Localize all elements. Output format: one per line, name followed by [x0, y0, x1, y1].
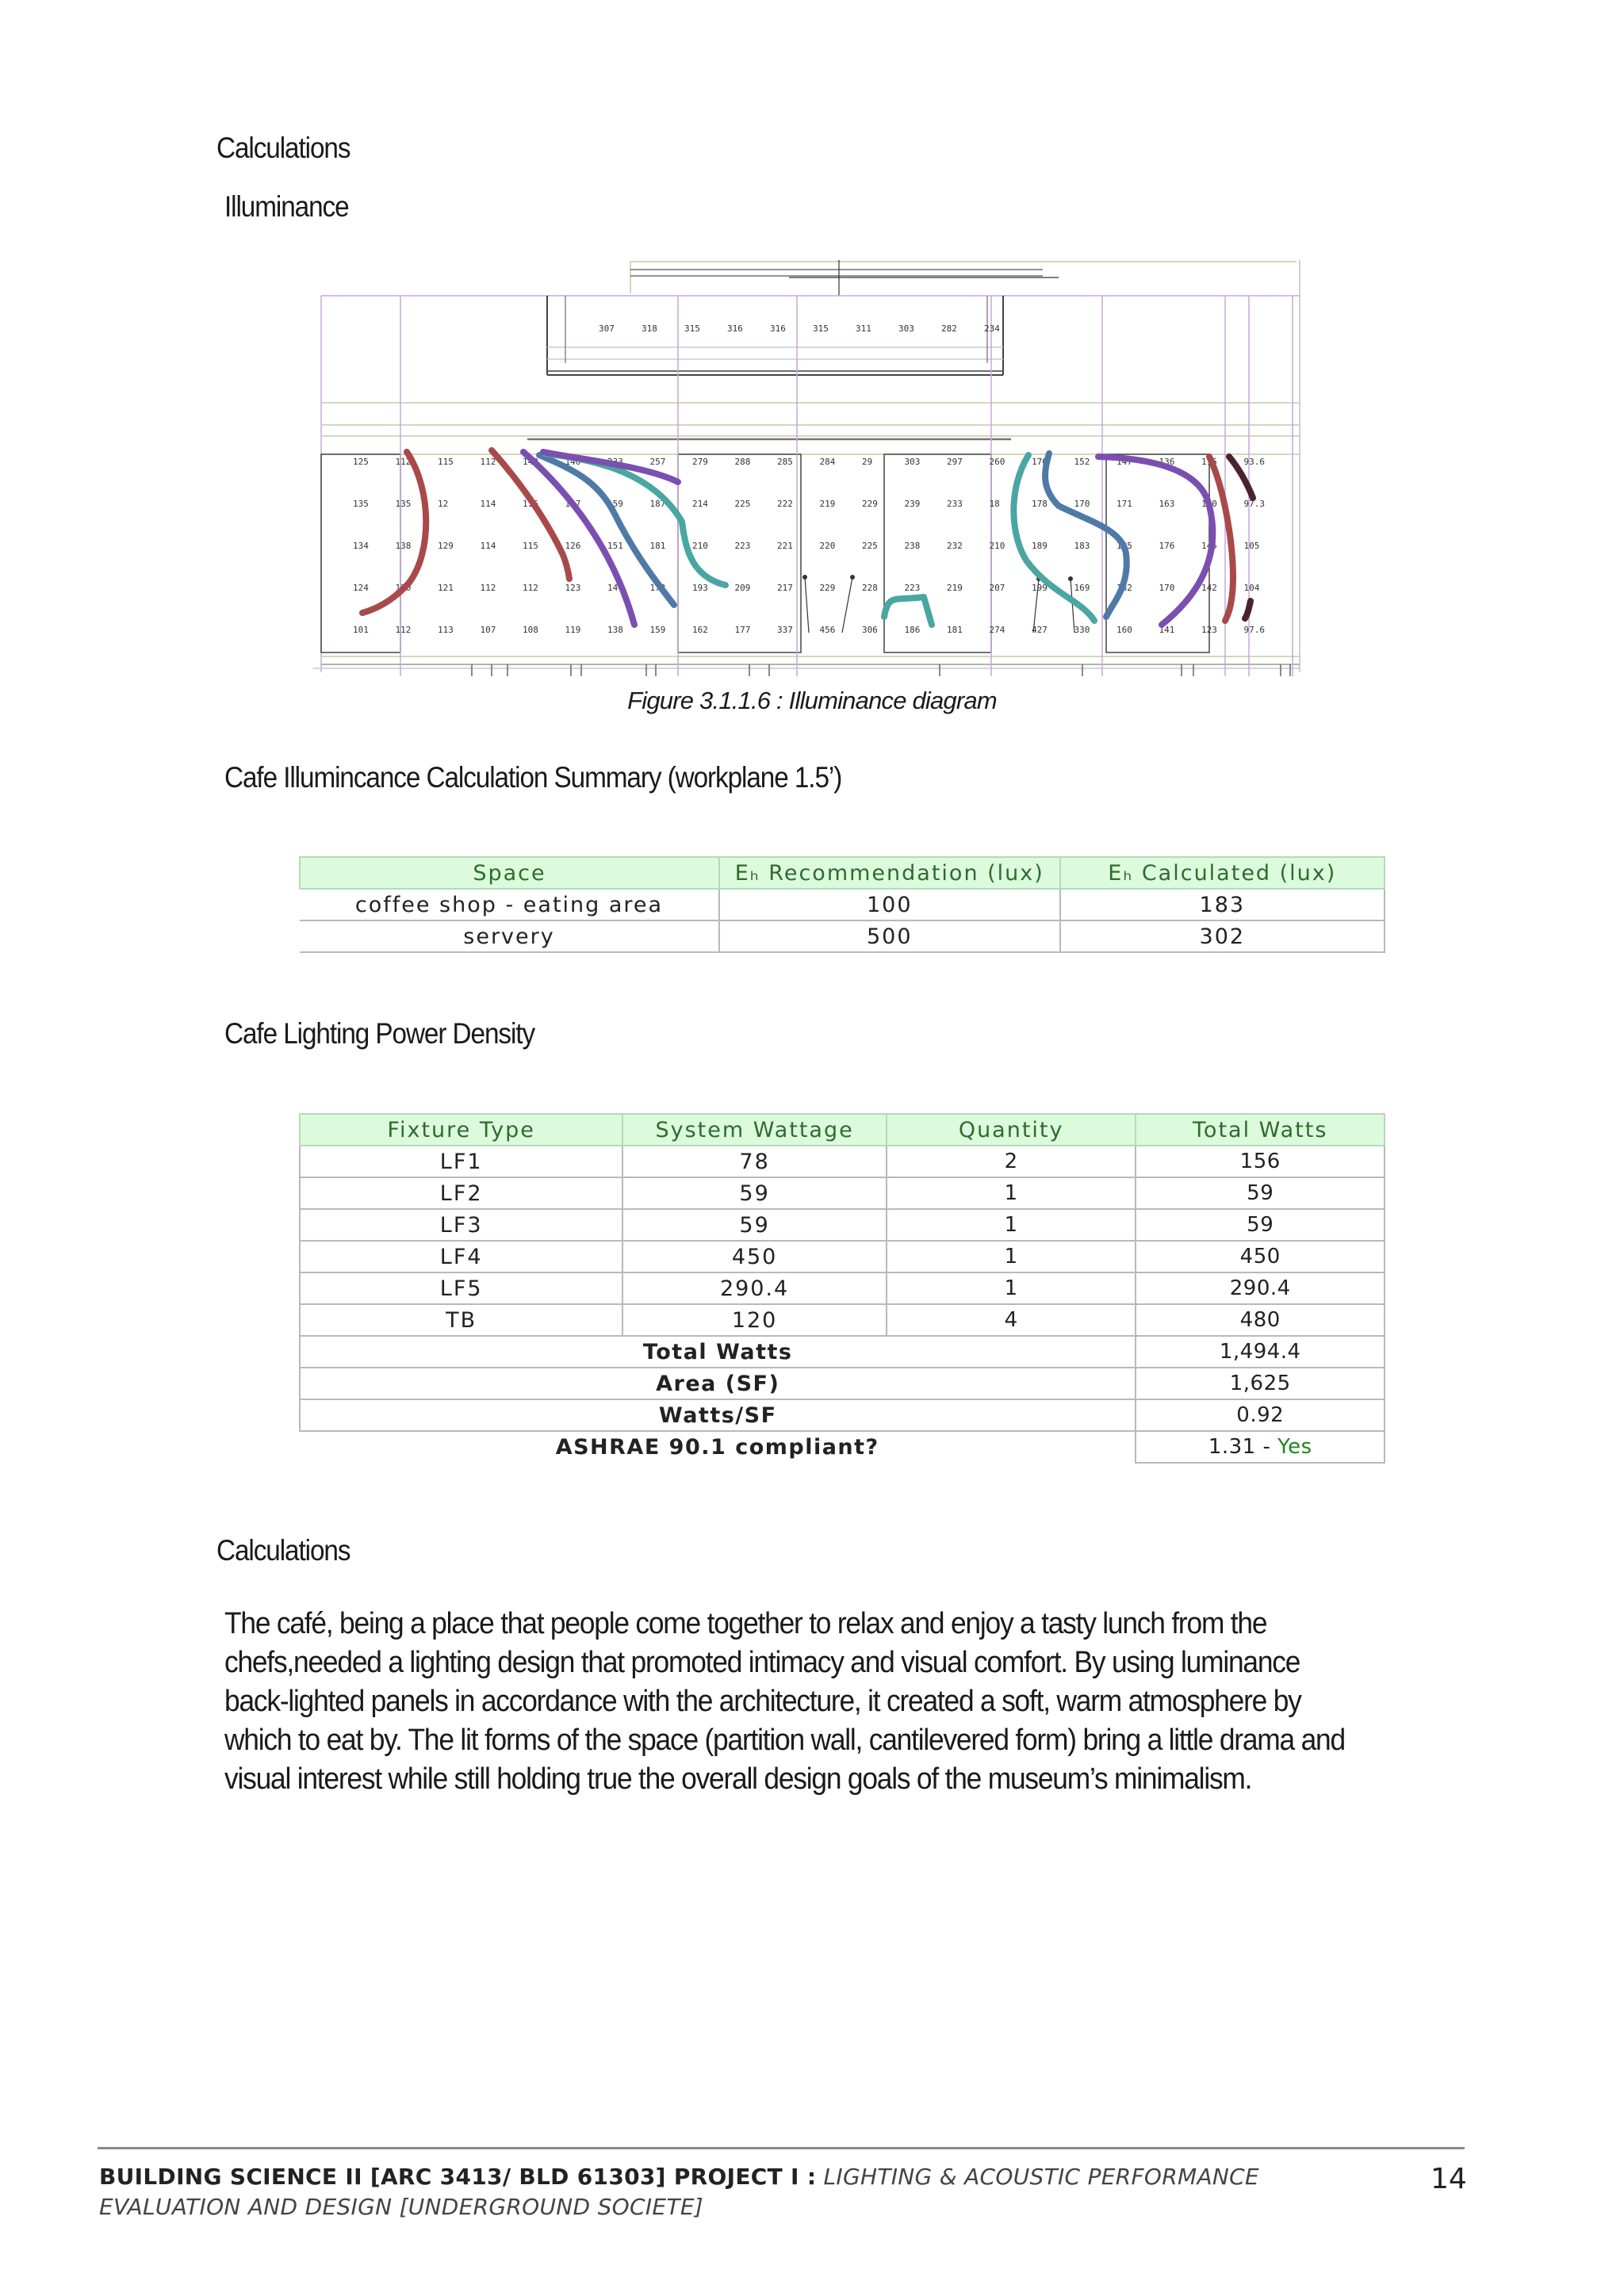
table-cell: 59: [622, 1209, 887, 1241]
grid-value-label: 209: [734, 583, 751, 593]
top-value-label: 318: [642, 323, 657, 334]
table-cell: 500: [719, 920, 1060, 952]
table-cell: 290.4: [1136, 1272, 1385, 1304]
grid-value-label: 107: [480, 625, 496, 635]
table-cell: TB: [300, 1304, 622, 1336]
grid-value-label: 119: [565, 625, 581, 635]
contour-line: [1013, 455, 1094, 621]
grid-value-label: 176: [1159, 541, 1175, 551]
grid-value-label: 141: [1159, 625, 1175, 635]
grid-value-label: 279: [692, 457, 708, 467]
grid-value-label: 193: [692, 583, 708, 593]
header-quantity: Quantity: [887, 1114, 1136, 1146]
grid-value-label: 113: [438, 625, 454, 635]
grid-value-label: 337: [777, 625, 793, 635]
table-cell: LF4: [300, 1241, 622, 1272]
grid-value-label: 97.3: [1243, 499, 1265, 509]
compliance-yes: Yes: [1277, 1435, 1312, 1459]
grid-value-label: 112: [395, 625, 412, 635]
figure-caption: Figure 3.1.1.6 : Illuminance diagram: [627, 687, 997, 714]
grid-line: [842, 577, 852, 633]
grid-value-label: 178: [1032, 499, 1048, 509]
table-header-row: [300, 857, 1385, 889]
grid-value-label: 181: [947, 625, 963, 635]
grid-value-label: 169: [1074, 583, 1090, 593]
footer-divider: [98, 2147, 1465, 2149]
grid-value-label: 97.6: [1243, 625, 1265, 635]
grid-value-label: 105: [1243, 541, 1260, 551]
table-outline: [884, 454, 991, 652]
table-row: [300, 1209, 1385, 1241]
grid-value-label: 182: [1116, 583, 1132, 593]
grid-value-label: 187: [649, 499, 666, 509]
table-cell: 59: [1136, 1209, 1385, 1241]
grid-value-label: 257: [649, 457, 666, 467]
grid-value-label: 104: [1243, 583, 1260, 593]
illuminance-summary-table: [299, 856, 1385, 953]
grid-value-label: 116: [523, 499, 538, 509]
grid-value-label: 115: [438, 457, 454, 467]
contour-line: [1245, 601, 1251, 618]
lpd-heading: Cafe Lighting Power Density: [224, 1017, 535, 1050]
table-cell: 1: [887, 1272, 1136, 1304]
grid-value-label: 284: [819, 457, 836, 467]
summary-value: 1,494.4: [1136, 1336, 1385, 1368]
grid-value-label: 112: [480, 583, 496, 593]
grid-value-label: 101: [353, 625, 369, 635]
table-cell: 290.4: [622, 1272, 887, 1304]
grid-value-label: 147: [1116, 457, 1132, 467]
summary-label: ASHRAE 90.1 compliant?: [555, 1435, 879, 1460]
contour-line: [884, 597, 932, 625]
grid-value-label: 260: [989, 457, 1005, 467]
header-total-watts: Total Watts: [1136, 1114, 1385, 1146]
top-value-label: 311: [856, 323, 871, 334]
grid-value-label: 220: [819, 541, 836, 551]
header-space: Space: [300, 857, 719, 889]
grid-value-label: 228: [862, 583, 878, 593]
grid-line: [805, 577, 809, 633]
lighting-power-density-table: [299, 1113, 1385, 1464]
grid-value-label: 210: [989, 541, 1005, 551]
grid-value-label: 126: [565, 541, 581, 551]
table-cell: 59: [622, 1177, 887, 1209]
table-row: [300, 1304, 1385, 1336]
header-calculated: Eₕ Calculated (lux): [1060, 857, 1385, 889]
footer-project: LIGHTING & ACOUSTIC PERFORMANCE EVALUATION AND DESIGN [UNDERGROUND SOCIETE]: [99, 2164, 1260, 2220]
header-recommendation: Eₕ Recommendation (lux): [719, 857, 1060, 889]
grid-value-label: 163: [1159, 499, 1175, 509]
table-cell: 183: [1060, 889, 1385, 920]
compliance-value: [1136, 1431, 1385, 1463]
illuminance-heading: Illuminance: [224, 190, 349, 223]
diagram-gridlines: [313, 260, 1300, 676]
grid-value-label: 115: [523, 541, 538, 551]
grid-value-label: 170: [1032, 457, 1048, 467]
grid-value-label: 138: [607, 625, 623, 635]
grid-value-label: 130: [1201, 499, 1217, 509]
table-cell: 1: [887, 1209, 1136, 1241]
grid-value-label: 159: [607, 499, 623, 509]
calculations-heading-bottom: Calculations: [216, 1534, 350, 1567]
table-cell: 480: [1136, 1304, 1385, 1336]
top-value-label: 315: [684, 323, 700, 334]
dimension-dot: [802, 575, 807, 580]
table-outline: [321, 454, 400, 652]
top-value-label: 234: [984, 323, 1000, 334]
table-row: [300, 1146, 1385, 1177]
grid-value-label: 145: [1201, 541, 1217, 551]
summary-row-ashrae: [300, 1431, 1385, 1463]
grid-value-label: 207: [989, 583, 1005, 593]
grid-value-label: 189: [1032, 541, 1048, 551]
table-cell: LF3: [300, 1209, 622, 1241]
table-cell: 302: [1060, 920, 1385, 952]
calculations-heading: Calculations: [216, 132, 350, 164]
grid-value-label: 427: [1032, 625, 1048, 635]
grid-value-label: 219: [819, 499, 836, 509]
grid-value-label: 123: [565, 583, 581, 593]
table-row: [300, 920, 1385, 952]
grid-value-label: 114: [480, 541, 496, 551]
page-number: 14: [1431, 2163, 1467, 2195]
table-cell: 1: [887, 1241, 1136, 1272]
grid-value-label: 160: [1116, 625, 1132, 635]
summary-value: 1,625: [1136, 1368, 1385, 1399]
grid-value-label: 114: [480, 499, 496, 509]
footer-course: BUILDING SCIENCE II [ARC 3413/ BLD 61303] PROJECT I :: [99, 2164, 817, 2190]
header-system-wattage: System Wattage: [622, 1114, 887, 1146]
grid-value-label: 137: [565, 499, 581, 509]
summary-value: 0.92: [1136, 1399, 1385, 1431]
grid-value-label: 138: [395, 541, 412, 551]
grid-value-label: 108: [523, 625, 538, 635]
contour-line: [492, 450, 569, 579]
grid-value-label: 12: [438, 499, 449, 509]
table-cell: 450: [1136, 1241, 1385, 1272]
table-cell: 2: [887, 1146, 1136, 1177]
dimension-dot: [1068, 576, 1073, 581]
summary-label: Total Watts: [300, 1336, 1136, 1368]
grid-value-label: 229: [862, 499, 878, 509]
description-paragraph: The café, being a place that people come together to relax and enjoy a tasty lunch from the chefs,needed a lighting design that promoted intimacy and visual comfort. By using luminance back-lighted panels in accordance with the architecture, it created a soft, warm atmosphere by which to eat by. The lit forms of the space (partition wall, cantilevered form) bring a little drama and visual interest while still holding true the overall design goals of the museum’s minimalism.: [224, 1607, 1345, 1796]
grid-value-label: 199: [1032, 583, 1048, 593]
table-cell: 78: [622, 1146, 887, 1177]
grid-value-label: 112: [480, 457, 496, 467]
summary-label: Area (SF): [300, 1368, 1136, 1399]
grid-value-label: 306: [862, 625, 878, 635]
grid-value-label: 297: [947, 457, 963, 467]
grid-value-label: 229: [819, 583, 836, 593]
table-cell: 156: [1136, 1146, 1385, 1177]
grid-value-label: 303: [904, 457, 921, 467]
grid-value-label: 130: [395, 583, 412, 593]
grid-value-label: 135: [353, 499, 369, 509]
summary-row-watts-per-sf: [300, 1399, 1385, 1431]
grid-value-label: 456: [819, 625, 836, 635]
grid-value-label: 134: [353, 541, 369, 551]
grid-value-label: 93.6: [1243, 457, 1265, 467]
grid-value-label: 112: [395, 457, 412, 467]
grid-value-label: 274: [989, 625, 1005, 635]
table-cell: 4: [887, 1304, 1136, 1336]
table-header-row: [300, 1114, 1385, 1146]
grid-value-label: 232: [947, 541, 963, 551]
grid-value-label: 142: [1201, 583, 1217, 593]
footer-text: [99, 2162, 1400, 2222]
grid-value-label: 222: [777, 499, 793, 509]
grid-value-label: 288: [734, 457, 751, 467]
grid-value-label: 135: [395, 499, 412, 509]
table-cell: LF1: [300, 1146, 622, 1177]
grid-value-label: 140: [565, 457, 581, 467]
illuminance-summary-heading: Cafe Illumincance Calculation Summary (workplane 1.5’): [224, 761, 842, 794]
grid-value-label: 238: [904, 541, 921, 551]
grid-value-label: 172: [649, 583, 666, 593]
grid-value-label: 223: [734, 541, 751, 551]
grid-value-label: 159: [649, 625, 666, 635]
table-cell: 120: [622, 1304, 887, 1336]
summary-row-total-watts: [300, 1336, 1385, 1368]
table-cell: coffee shop - eating area: [300, 889, 719, 920]
grid-value-label: 124: [353, 583, 369, 593]
grid-value-label: 112: [523, 583, 538, 593]
grid-value-label: 217: [777, 583, 793, 593]
dimension-dot: [850, 575, 855, 580]
grid-value-label: 177: [734, 625, 751, 635]
table-row: [300, 1177, 1385, 1209]
grid-value-label: 225: [862, 541, 878, 551]
table-cell: LF2: [300, 1177, 622, 1209]
grid-value-label: 115: [1201, 457, 1217, 467]
top-value-label: 315: [813, 323, 829, 334]
table-outline: [678, 454, 801, 652]
summary-label: Watts/SF: [300, 1399, 1136, 1431]
table-cell: 59: [1136, 1177, 1385, 1209]
grid-value-label: 170: [1159, 583, 1175, 593]
top-value-label: 303: [898, 323, 914, 334]
grid-value-label: 14: [607, 583, 619, 593]
grid-value-label: 162: [692, 625, 708, 635]
table-cell: servery: [300, 920, 719, 952]
top-value-label: 307: [599, 323, 615, 334]
table-cell: 100: [719, 889, 1060, 920]
grid-value-label: 233: [607, 457, 623, 467]
grid-value-label: 223: [904, 583, 921, 593]
grid-value-label: 285: [777, 457, 793, 467]
top-value-label: 316: [727, 323, 743, 334]
grid-value-label: 125: [353, 457, 369, 467]
grid-value-label: 121: [438, 583, 454, 593]
header-fixture-type: Fixture Type: [300, 1114, 622, 1146]
table-cell: 450: [622, 1241, 887, 1272]
grid-value-label: 183: [1074, 541, 1090, 551]
grid-value-label: 214: [692, 499, 708, 509]
grid-value-label: 239: [904, 499, 921, 509]
grid-value-label: 152: [1074, 457, 1090, 467]
grid-value-label: 170: [1074, 499, 1090, 509]
top-value-label: 316: [770, 323, 786, 334]
table-row: [300, 889, 1385, 920]
table-cell: LF5: [300, 1272, 622, 1304]
illuminance-diagram: [313, 252, 1312, 680]
diagram-contours: [362, 450, 1253, 625]
grid-value-label: 330: [1074, 625, 1090, 635]
grid-value-label: 221: [777, 541, 793, 551]
grid-value-label: 18: [989, 499, 1000, 509]
diagram-values: [353, 323, 1265, 635]
compliance-number: 1.31 -: [1208, 1435, 1271, 1459]
grid-value-label: 151: [607, 541, 623, 551]
grid-value-label: 129: [438, 541, 454, 551]
grid-value-label: 136: [1159, 457, 1175, 467]
grid-value-label: 210: [692, 541, 708, 551]
grid-value-label: 185: [1116, 541, 1132, 551]
contour-line: [362, 452, 426, 613]
grid-value-label: 233: [947, 499, 963, 509]
table-row: [300, 1241, 1385, 1272]
grid-value-label: 148: [523, 457, 538, 467]
table-row: [300, 1272, 1385, 1304]
top-value-label: 282: [941, 323, 957, 334]
summary-row-area: [300, 1368, 1385, 1399]
table-cell: 1: [887, 1177, 1136, 1209]
grid-value-label: 123: [1201, 625, 1217, 635]
grid-value-label: 186: [904, 625, 921, 635]
grid-value-label: 171: [1116, 499, 1132, 509]
grid-value-label: 29: [862, 457, 873, 467]
grid-value-label: 225: [734, 499, 751, 509]
grid-value-label: 219: [947, 583, 963, 593]
grid-value-label: 181: [649, 541, 666, 551]
contour-line: [539, 455, 674, 605]
